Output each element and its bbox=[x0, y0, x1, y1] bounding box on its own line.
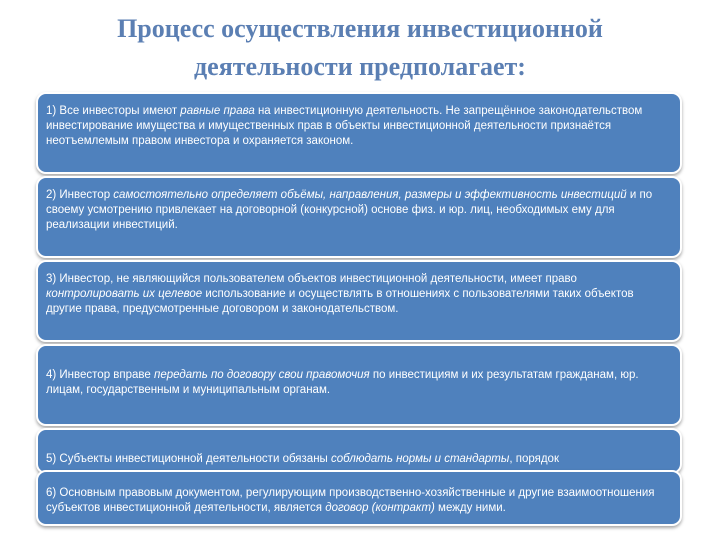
item-2-text-a: 2) Инвестор bbox=[46, 189, 114, 201]
item-4-emphasis: передать по договору свои правомочия bbox=[154, 369, 370, 381]
page-title bbox=[60, 10, 660, 86]
item-5-text-b: , порядок bbox=[509, 453, 559, 465]
item-3-emphasis: контролировать их целевое bbox=[46, 288, 203, 300]
list-item-2 bbox=[36, 176, 682, 258]
list-item-4 bbox=[36, 344, 682, 426]
item-3-text-a: 3) Инвестор, не являющийся пользователем объектов инвестиционной деятельности, имеет право bbox=[46, 273, 577, 285]
item-6-text-b: между ними. bbox=[434, 502, 506, 514]
item-4-text-b: по инвестициям и их результатам гражданам, юр. лицам, государственным и муниципальным органам. bbox=[46, 369, 639, 396]
item-3-text-b: использование и осуществлять в отношениях с пользователями таких объектов другие права, предусмотренные договором и законодательством. bbox=[46, 288, 634, 315]
list-item-3 bbox=[36, 260, 682, 342]
item-5-emphasis: соблюдать нормы и стандарты bbox=[331, 453, 510, 465]
list-item-5 bbox=[36, 428, 682, 474]
title-line-2: деятельности предполагает: bbox=[194, 52, 526, 81]
item-2-emphasis: самостоятельно определяет объёмы, направления, размеры и эффективность инвестиций bbox=[113, 189, 627, 201]
item-1-emphasis: равные права bbox=[180, 105, 255, 117]
title-line-1: Процесс осуществления инвестиционной bbox=[117, 14, 603, 43]
list-item-1 bbox=[36, 92, 682, 174]
item-4-text-a: 4) Инвестор вправе bbox=[46, 369, 154, 381]
item-1-text-b: на инвестиционную деятельность. Не запрещённое законодательством инвестирование имущества и имущественных прав в объекты инвестиционной деятельности признаётся неотъемлемым правом инвестора и охраняется законом. bbox=[46, 105, 643, 147]
item-6-emphasis: договор (контракт) bbox=[325, 502, 435, 514]
item-1-text-a: 1) Все инвесторы имеют bbox=[46, 105, 181, 117]
list-item-6 bbox=[36, 470, 682, 526]
item-2-text-b: и по своему усмотрению привлекает на договорной (конкурсной) основе физ. и юр. лиц, необходимых ему для реализации инвестиций. bbox=[46, 189, 653, 231]
item-6-text-a: 6) Основным правовым документом, регулирующим производственно-хозяйственные и другие взаимоотношения субъектов инвестиционной деятельности, является bbox=[46, 487, 655, 514]
item-5-text-a: 5) Субъекты инвестиционной деятельности обязаны bbox=[46, 453, 332, 465]
